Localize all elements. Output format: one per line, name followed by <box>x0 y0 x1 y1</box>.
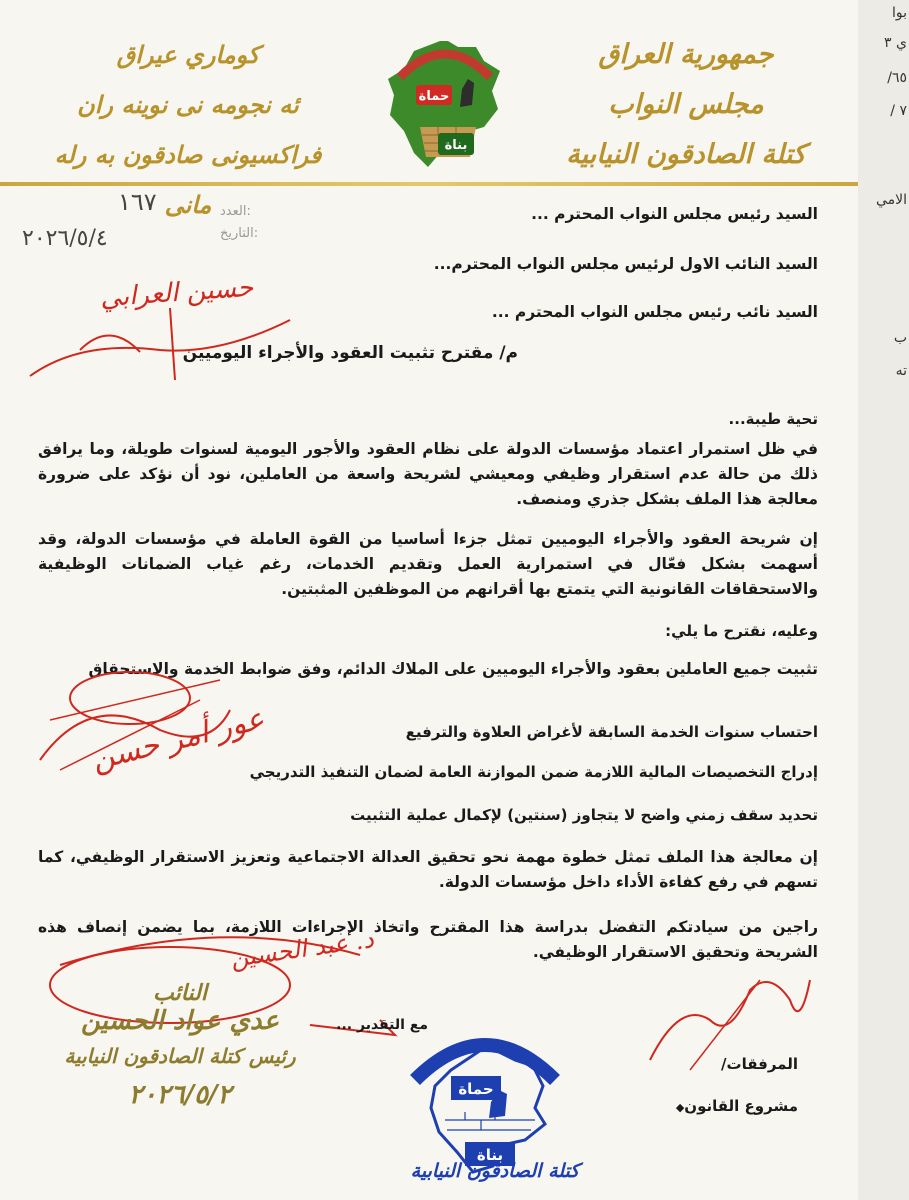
ref-number-value: ١٦٧ <box>118 188 157 216</box>
ref-date-value: ٢٠٢٦/٥/٤ <box>22 226 108 251</box>
header-right <box>566 30 806 180</box>
proposal-1: تثبيت جميع العاملين بعقود والأجراء اليوميين على الملاك الدائم، وفق ضوابط الخدمة والاستحقاق <box>88 660 818 678</box>
edge-fragment-5: الامي <box>875 192 907 208</box>
proposal-2: احتساب سنوات الخدمة السابقة لأغراض العلاوة والترفيع <box>405 723 818 741</box>
header-right-line-3: كتلة الصادقون النيابية <box>566 139 806 170</box>
stamp-bottom-text: كتلة الصادقون النيابية <box>410 1160 580 1182</box>
attachments-label: المرفقات/ <box>721 1055 798 1073</box>
party-logo <box>380 35 510 175</box>
header-left-line-2: ئه نجومه نى نوينه ران <box>77 90 299 119</box>
addressee-1: السيد رئيس مجلس النواب المحترم ... <box>531 205 818 223</box>
ref-date-label: التاريخ: <box>220 226 259 241</box>
edge-fragment-4: / ٧ <box>890 103 907 119</box>
header-left-line-1: كوماري عيراق <box>116 40 260 69</box>
greeting: تحية طيبة... <box>728 410 818 428</box>
subject-line: م/ مقترح تثبيت العقود والأجراء اليوميين <box>182 343 518 363</box>
paragraph-2: إن شريحة العقود والأجراء اليوميين تمثل جزءا أساسيا من القوة العاملة في مؤسسات الدولة، وقد أسهمت بشكل فعّال في استمرارية العمل وتقديم الخدمات، رغم غياب الضمانات الوظيفية والاستحقاقات القانونية التي يتمتع بها أقرانهم من الموظفين المثبتين. <box>38 530 818 598</box>
attachment-item-label: مشروع القانون <box>684 1097 798 1115</box>
closing-paragraph-2: راجين من سيادتكم التفضل بدراسة هذا المقترح واتخاذ الإجراءات اللازمة، بما يضمن إنصاف هذه الشريحة وتحقيق الاستقرار الوظيفي. <box>38 918 818 961</box>
with-respect: مع التقدير ... <box>336 1017 428 1033</box>
header-divider <box>0 182 858 186</box>
proposal-intro: وعليه، نقترح ما يلي: <box>665 622 818 640</box>
addressee-2: السيد النائب الاول لرئيس مجلس النواب المحترم... <box>433 255 818 273</box>
handwritten-signature-2: عور أمر حسن <box>88 701 268 778</box>
edge-fragment-2: ي ٣ <box>884 35 907 51</box>
underlying-page-edge <box>858 0 909 1200</box>
stamp-word-2: بناة <box>476 1146 504 1164</box>
header-right-line-2: مجلس النواب <box>608 89 764 120</box>
header-right-line-1: جمهورية العراق <box>598 39 774 70</box>
signatory-title: النائب <box>153 980 207 1006</box>
edge-fragment-3: /٦٥ <box>887 70 907 86</box>
proposal-4: تحديد سقف زمني واضح لا يتجاوز (سنتين) لإكمال عملية التثبيت <box>350 806 818 824</box>
stamp-word-1: حماة <box>458 1080 494 1098</box>
closing-paragraph-1: إن معالجة هذا الملف تمثل خطوة مهمة نحو تحقيق العدالة الاجتماعية وتعزيز الاستقرار الوظيفي، كما تسهم في رفع كفاءة الأداء داخل مؤسسات الدولة. <box>38 848 818 891</box>
header-left-line-3: فراكسيونى صادقون به رله مانى <box>54 140 322 219</box>
signatory-date: ٢٠٢٦/٥/٢ <box>128 1080 232 1110</box>
attachment-item: مشروع القانون◆ <box>675 1097 798 1115</box>
handwritten-signature-1: حسين العرابي <box>99 272 255 314</box>
ref-number-label: العدد: <box>220 204 251 219</box>
header-left <box>48 30 328 230</box>
paragraph-1: في ظل استمرار اعتماد مؤسسات الدولة على نظام العقود والأجور اليومية لسنوات طويلة، وما يرافق ذلك من حالة عدم استقرار وظيفي ومعيشي لشريحة واسعة من العاملين، نود أن نؤكد على ضرورة معالجة هذا الملف بشكل جذري ومنصف. <box>38 440 818 508</box>
edge-fragment-6: ب <box>893 330 907 346</box>
signatory-name: عدي عواد الحسين <box>80 1006 280 1036</box>
handwritten-signature-3: د. عبد الحسين <box>228 925 376 973</box>
signatory-position: رئيس كتلة الصادقون النيابية <box>64 1044 296 1068</box>
proposal-3: إدراج التخصيصات المالية اللازمة ضمن الموازنة العامة لضمان التنفيذ التدريجي <box>249 763 818 781</box>
addressee-3: السيد نائب رئيس مجلس النواب المحترم ... <box>491 303 818 321</box>
logo-word-2: بناة <box>444 138 468 153</box>
edge-fragment-7: ته <box>895 363 907 379</box>
logo-word-1: حماة <box>418 89 450 104</box>
edge-fragment-1: بوا <box>891 5 907 21</box>
signatory-block <box>30 980 330 1110</box>
